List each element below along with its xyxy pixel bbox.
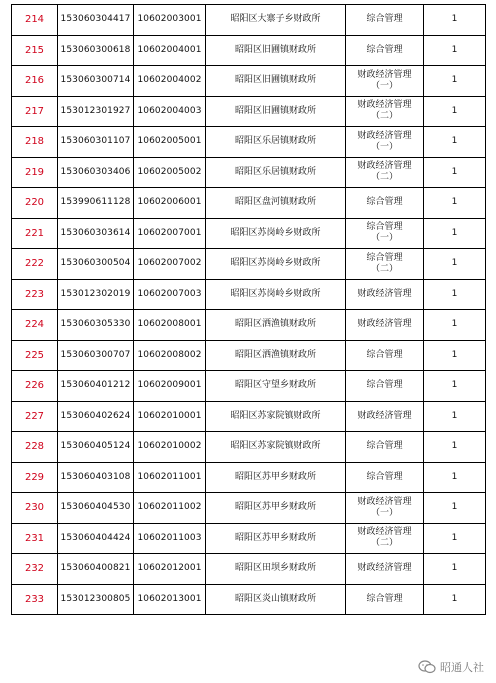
position-name [346, 157, 424, 188]
position-name-text: 综合管理 [366, 44, 403, 55]
row-index: 219 [12, 157, 58, 188]
exam-id: 153060400821 [58, 554, 134, 585]
table-row [12, 218, 486, 249]
hire-count: 1 [424, 523, 486, 554]
position-name-text: 综合管理 [366, 380, 403, 391]
position-subtype: （二） [370, 111, 398, 122]
table-row [12, 493, 486, 524]
hire-count: 1 [424, 157, 486, 188]
position-code: 10602011002 [134, 493, 206, 524]
position-code: 10602010002 [134, 432, 206, 463]
position-code: 10602005001 [134, 127, 206, 158]
exam-id: 153060404530 [58, 493, 134, 524]
position-name [346, 523, 424, 554]
exam-id: 153060402624 [58, 401, 134, 432]
table-row [12, 279, 486, 310]
row-index: 224 [12, 310, 58, 341]
results-table [11, 4, 486, 615]
table-row [12, 188, 486, 219]
exam-id: 153060301107 [58, 127, 134, 158]
position-code: 10602004003 [134, 96, 206, 127]
row-index: 214 [12, 5, 58, 36]
hire-count: 1 [424, 432, 486, 463]
hire-count: 1 [424, 310, 486, 341]
position-subtype: （一） [370, 507, 398, 518]
organization: 昭阳区苏家院镇财政所 [206, 432, 346, 463]
position-subtype: （二） [370, 538, 398, 549]
organization: 昭阳区炎山镇财政所 [206, 584, 346, 615]
organization: 昭阳区苏岗岭乡财政所 [206, 279, 346, 310]
hire-count: 1 [424, 462, 486, 493]
organization: 昭阳区盘河镇财政所 [206, 188, 346, 219]
position-name-text: 综合管理 [366, 349, 403, 360]
row-index: 217 [12, 96, 58, 127]
table-row [12, 584, 486, 615]
row-index: 220 [12, 188, 58, 219]
hire-count: 1 [424, 401, 486, 432]
position-name-text: 财政经济管理 [357, 410, 412, 421]
exam-id: 153060300504 [58, 249, 134, 280]
exam-id: 153060405124 [58, 432, 134, 463]
organization: 昭阳区洒渔镇财政所 [206, 340, 346, 371]
position-name-text: 综合管理 [366, 593, 403, 604]
hire-count: 1 [424, 493, 486, 524]
table-row [12, 96, 486, 127]
organization: 昭阳区苏岗岭乡财政所 [206, 218, 346, 249]
table-row [12, 35, 486, 66]
hire-count: 1 [424, 554, 486, 585]
row-index: 216 [12, 66, 58, 97]
watermark-text: 昭通人社 [440, 661, 484, 674]
row-index: 218 [12, 127, 58, 158]
table-row [12, 66, 486, 97]
position-code: 10602007001 [134, 218, 206, 249]
organization: 昭阳区田坝乡财政所 [206, 554, 346, 585]
hire-count: 1 [424, 127, 486, 158]
position-name [346, 493, 424, 524]
exam-id: 153060401212 [58, 371, 134, 402]
position-name [346, 371, 424, 402]
position-code: 10602009001 [134, 371, 206, 402]
table-body [12, 5, 486, 615]
table-row [12, 157, 486, 188]
hire-count: 1 [424, 249, 486, 280]
table-row [12, 371, 486, 402]
exam-id: 153060303406 [58, 157, 134, 188]
exam-id: 153012302019 [58, 279, 134, 310]
position-name [346, 554, 424, 585]
row-index: 226 [12, 371, 58, 402]
exam-id: 153060300714 [58, 66, 134, 97]
position-name [346, 462, 424, 493]
position-code: 10602011001 [134, 462, 206, 493]
table-row [12, 554, 486, 585]
position-name [346, 35, 424, 66]
organization: 昭阳区大寨子乡财政所 [206, 5, 346, 36]
row-index: 223 [12, 279, 58, 310]
position-name-text: 财政经济管理 [357, 319, 412, 330]
position-name [346, 401, 424, 432]
row-index: 231 [12, 523, 58, 554]
position-name-text: 综合管理 [366, 222, 403, 233]
position-name-text: 财政经济管理 [357, 527, 412, 538]
exam-id: 153990611128 [58, 188, 134, 219]
position-subtype: （一） [370, 233, 398, 244]
position-subtype: （二） [370, 263, 398, 274]
position-name [346, 96, 424, 127]
exam-id: 153060305330 [58, 310, 134, 341]
position-code: 10602006001 [134, 188, 206, 219]
position-code: 10602003001 [134, 5, 206, 36]
position-subtype: （一） [370, 141, 398, 152]
position-subtype: （二） [370, 172, 398, 183]
row-index: 232 [12, 554, 58, 585]
position-name [346, 584, 424, 615]
position-name [346, 127, 424, 158]
organization: 昭阳区洒渔镇财政所 [206, 310, 346, 341]
hire-count: 1 [424, 5, 486, 36]
position-name-text: 综合管理 [366, 471, 403, 482]
row-index: 221 [12, 218, 58, 249]
organization: 昭阳区旧圃镇财政所 [206, 66, 346, 97]
position-code: 10602007003 [134, 279, 206, 310]
table-row [12, 127, 486, 158]
hire-count: 1 [424, 584, 486, 615]
position-name [346, 218, 424, 249]
exam-id: 153060304417 [58, 5, 134, 36]
position-code: 10602008001 [134, 310, 206, 341]
row-index: 222 [12, 249, 58, 280]
position-code: 10602012001 [134, 554, 206, 585]
table-row [12, 401, 486, 432]
exam-id: 153012301927 [58, 96, 134, 127]
hire-count: 1 [424, 279, 486, 310]
organization: 昭阳区守望乡财政所 [206, 371, 346, 402]
organization: 昭阳区苏岗岭乡财政所 [206, 249, 346, 280]
table-row [12, 432, 486, 463]
position-name-text: 财政经济管理 [357, 288, 412, 299]
position-name-text: 综合管理 [366, 14, 403, 25]
row-index: 230 [12, 493, 58, 524]
position-code: 10602011003 [134, 523, 206, 554]
organization: 昭阳区旧圃镇财政所 [206, 96, 346, 127]
organization: 昭阳区乐居镇财政所 [206, 127, 346, 158]
position-name-text: 财政经济管理 [357, 496, 412, 507]
table-row [12, 523, 486, 554]
position-name [346, 432, 424, 463]
position-code: 10602013001 [134, 584, 206, 615]
row-index: 229 [12, 462, 58, 493]
organization: 昭阳区苏甲乡财政所 [206, 523, 346, 554]
position-name [346, 66, 424, 97]
results-table-container [11, 4, 485, 615]
position-code: 10602004001 [134, 35, 206, 66]
position-name [346, 5, 424, 36]
position-name-text: 综合管理 [366, 197, 403, 208]
position-name [346, 188, 424, 219]
organization: 昭阳区乐居镇财政所 [206, 157, 346, 188]
exam-id: 153060403108 [58, 462, 134, 493]
row-index: 215 [12, 35, 58, 66]
row-index: 227 [12, 401, 58, 432]
position-code: 10602004002 [134, 66, 206, 97]
table-row [12, 249, 486, 280]
position-name [346, 310, 424, 341]
exam-id: 153060404424 [58, 523, 134, 554]
wechat-icon [418, 660, 436, 674]
position-name-text: 财政经济管理 [357, 69, 412, 80]
organization: 昭阳区苏甲乡财政所 [206, 462, 346, 493]
row-index: 233 [12, 584, 58, 615]
position-name-text: 综合管理 [366, 252, 403, 263]
exam-id: 153060303614 [58, 218, 134, 249]
watermark [418, 659, 484, 675]
position-subtype: （一） [370, 80, 398, 91]
table-row [12, 340, 486, 371]
table-row [12, 310, 486, 341]
exam-id: 153012300805 [58, 584, 134, 615]
position-code: 10602005002 [134, 157, 206, 188]
hire-count: 1 [424, 35, 486, 66]
exam-id: 153060300618 [58, 35, 134, 66]
position-name-text: 财政经济管理 [357, 100, 412, 111]
position-code: 10602010001 [134, 401, 206, 432]
hire-count: 1 [424, 96, 486, 127]
hire-count: 1 [424, 218, 486, 249]
organization: 昭阳区旧圃镇财政所 [206, 35, 346, 66]
hire-count: 1 [424, 188, 486, 219]
position-code: 10602007002 [134, 249, 206, 280]
organization: 昭阳区苏家院镇财政所 [206, 401, 346, 432]
position-name-text: 财政经济管理 [357, 563, 412, 574]
position-name-text: 财政经济管理 [357, 130, 412, 141]
hire-count: 1 [424, 340, 486, 371]
row-index: 225 [12, 340, 58, 371]
organization: 昭阳区苏甲乡财政所 [206, 493, 346, 524]
exam-id: 153060300707 [58, 340, 134, 371]
position-name [346, 279, 424, 310]
position-name-text: 综合管理 [366, 441, 403, 452]
table-row [12, 462, 486, 493]
hire-count: 1 [424, 371, 486, 402]
position-code: 10602008002 [134, 340, 206, 371]
position-name [346, 340, 424, 371]
position-name [346, 249, 424, 280]
hire-count: 1 [424, 66, 486, 97]
table-row [12, 5, 486, 36]
position-name-text: 财政经济管理 [357, 161, 412, 172]
row-index: 228 [12, 432, 58, 463]
